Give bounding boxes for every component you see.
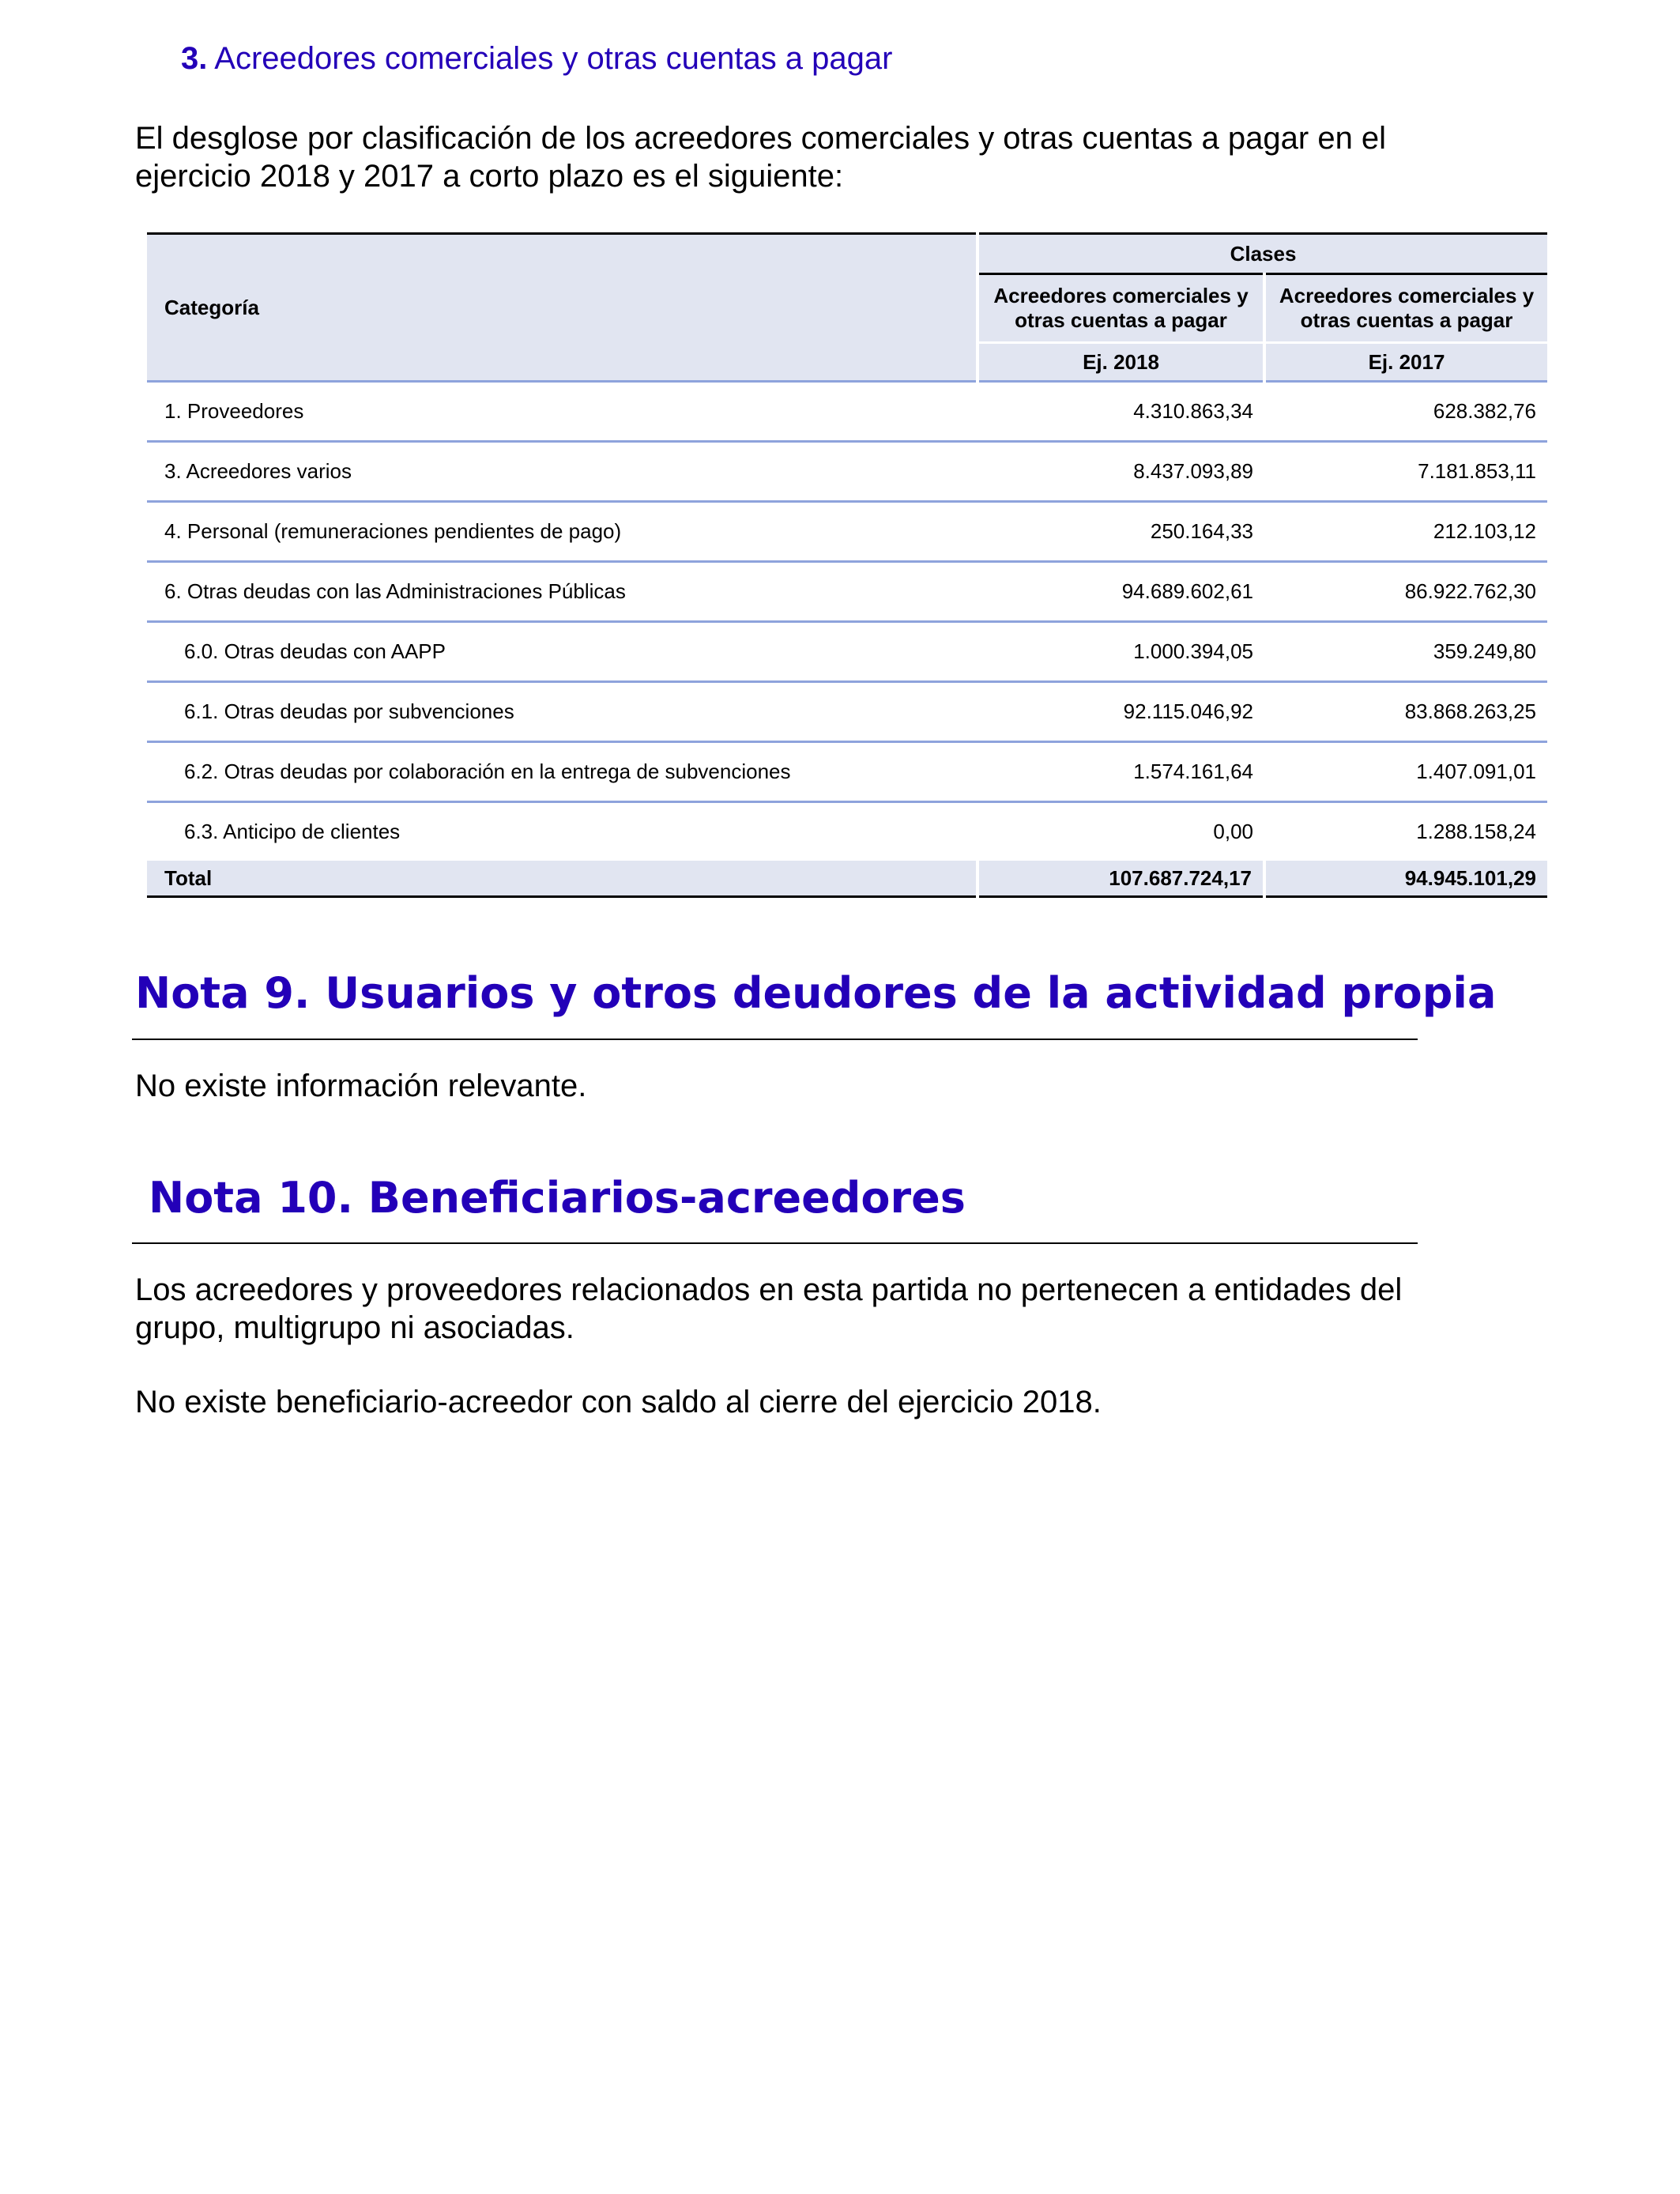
table-row bbox=[147, 502, 1547, 562]
table-row bbox=[147, 802, 1547, 861]
row-label: 6.1. Otras deudas por subvenciones bbox=[147, 682, 977, 742]
value-2018: 1.000.394,05 bbox=[977, 622, 1264, 682]
table-row bbox=[147, 682, 1547, 742]
intro-paragraph: El desglose por clasificación de los acreedores comerciales y otras cuentas a pagar en el ejercicio 2018 y 2017 a corto plazo es el siguiente: bbox=[135, 121, 1387, 194]
category-header: Categoría bbox=[147, 234, 977, 382]
total-label: Total bbox=[147, 861, 977, 897]
year-2018-header: Ej. 2018 bbox=[977, 343, 1264, 382]
value-2017: 86.922.762,30 bbox=[1264, 562, 1547, 622]
row-label: 4. Personal (remuneraciones pendientes de pago) bbox=[147, 502, 977, 562]
row-label: 6. Otras deudas con las Administraciones Públicas bbox=[147, 562, 977, 622]
total-2018: 107.687.724,17 bbox=[977, 861, 1264, 897]
note10-heading: Nota 10. Beneficiarios-acreedores bbox=[149, 1173, 966, 1223]
col-2018-title: Acreedores comerciales y otras cuentas a pagar bbox=[977, 274, 1264, 343]
row-label: 6.3. Anticipo de clientes bbox=[184, 820, 401, 843]
value-2018: 8.437.093,89 bbox=[977, 442, 1264, 502]
value-2017: 1.288.158,24 bbox=[1416, 820, 1536, 843]
value-2017: 359.249,80 bbox=[1264, 622, 1547, 682]
value-2018: 94.689.602,61 bbox=[977, 562, 1264, 622]
value-2018: 0,00 bbox=[1213, 820, 1253, 843]
section-heading bbox=[181, 41, 892, 77]
creditors-table bbox=[147, 232, 1547, 898]
note9-text: No existe información relevante. bbox=[135, 1069, 587, 1103]
value-2018: 4.310.863,34 bbox=[977, 382, 1264, 442]
row-label: 1. Proveedores bbox=[147, 382, 977, 442]
table-row bbox=[147, 742, 1547, 802]
note9-heading: Nota 9. Usuarios y otros deudores de la actividad propia bbox=[135, 968, 1497, 1018]
note10-text-1: Los acreedores y proveedores relacionados en esta partida no pertenecen a entidades del grupo, multigrupo ni asociadas. bbox=[135, 1272, 1403, 1345]
note10-text-2: No existe beneficiario-acreedor con saldo al cierre del ejercicio 2018. bbox=[135, 1385, 1102, 1419]
value-2018: 250.164,33 bbox=[977, 502, 1264, 562]
col-2017-title: Acreedores comerciales y otras cuentas a pagar bbox=[1264, 274, 1547, 343]
section-title: Acreedores comerciales y otras cuentas a pagar bbox=[214, 41, 893, 76]
value-2017: 1.407.091,01 bbox=[1264, 742, 1547, 802]
value-2017: 212.103,12 bbox=[1264, 502, 1547, 562]
table-row bbox=[147, 562, 1547, 622]
row-label: 3. Acreedores varios bbox=[147, 442, 977, 502]
value-2017: 628.382,76 bbox=[1264, 382, 1547, 442]
year-2017-header: Ej. 2017 bbox=[1264, 343, 1547, 382]
clases-header: Clases bbox=[977, 234, 1547, 274]
table-row bbox=[147, 442, 1547, 502]
row-label: 6.0. Otras deudas con AAPP bbox=[147, 622, 977, 682]
row-label: 6.2. Otras deudas por colaboración en la entrega de subvenciones bbox=[147, 742, 977, 802]
table-row bbox=[147, 382, 1547, 442]
value-2017: 83.868.263,25 bbox=[1264, 682, 1547, 742]
value-2017: 7.181.853,11 bbox=[1264, 442, 1547, 502]
table-row bbox=[147, 622, 1547, 682]
total-2017: 94.945.101,29 bbox=[1264, 861, 1547, 897]
total-row bbox=[147, 861, 1547, 897]
value-2018: 92.115.046,92 bbox=[977, 682, 1264, 742]
note9-divider bbox=[132, 1039, 1418, 1040]
section-number: 3. bbox=[181, 41, 208, 76]
value-2018: 1.574.161,64 bbox=[977, 742, 1264, 802]
note10-divider bbox=[132, 1242, 1418, 1244]
